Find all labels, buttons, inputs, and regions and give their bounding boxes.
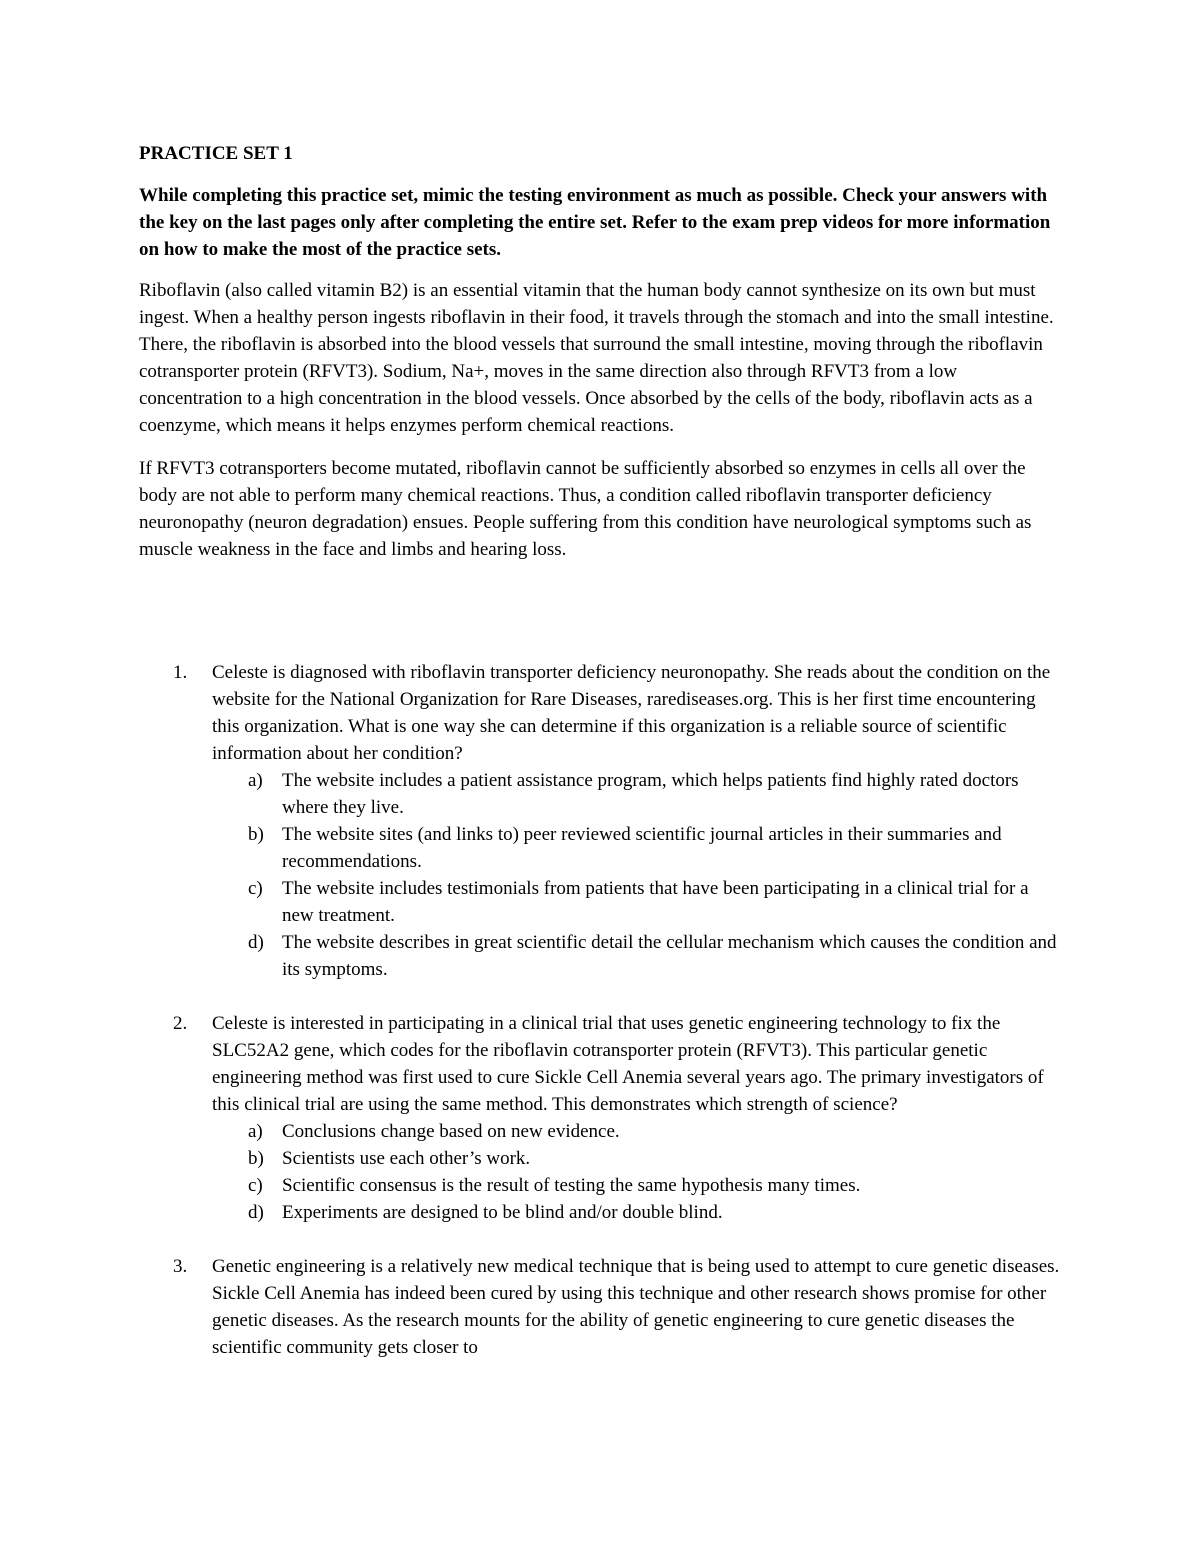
answer-option bbox=[212, 767, 1061, 821]
document-page bbox=[139, 140, 1061, 1388]
answer-option bbox=[212, 821, 1061, 875]
option-text: Conclusions change based on new evidence. bbox=[282, 1121, 620, 1142]
option-label: c) bbox=[248, 878, 263, 899]
option-text: Scientific consensus is the result of testing the same hypothesis many times. bbox=[282, 1175, 861, 1196]
answer-option bbox=[212, 1199, 1061, 1226]
answer-option bbox=[212, 1118, 1061, 1145]
option-text: The website sites (and links to) peer reviewed scientific journal articles in their summaries and recommendations. bbox=[282, 824, 1002, 872]
answer-options bbox=[212, 767, 1061, 983]
option-label: b) bbox=[248, 824, 264, 845]
option-label: d) bbox=[248, 1202, 264, 1223]
option-label: d) bbox=[248, 932, 264, 953]
question-number: 2. bbox=[173, 1013, 188, 1034]
question-list bbox=[139, 659, 1061, 1361]
answer-option bbox=[212, 1145, 1061, 1172]
page-title: PRACTICE SET 1 bbox=[139, 143, 293, 164]
question-text: Celeste is diagnosed with riboflavin transporter deficiency neuronopathy. She reads about the condition on the website for the National Organization for Rare Diseases, rarediseases.org. This is her first time encountering this organization. What is one way she can determine if this organization is a reliable source of scientific information about her condition? bbox=[212, 662, 1051, 764]
answer-option bbox=[212, 1172, 1061, 1199]
question-text: Celeste is interested in participating in a clinical trial that uses genetic engineering technology to fix the SLC52A2 gene, which codes for the riboflavin cotransporter protein (RFVT3). This particular genetic engineering method was first used to cure Sickle Cell Anemia several years ago. The primary investigators of this clinical trial are using the same method. This demonstrates which strength of science? bbox=[212, 1013, 1044, 1115]
option-text: The website includes testimonials from patients that have been participating in a clinical trial for a new treatment. bbox=[282, 878, 1029, 926]
question-number: 1. bbox=[173, 662, 188, 683]
question-1 bbox=[139, 659, 1061, 983]
question-3 bbox=[139, 1253, 1061, 1361]
option-text: The website describes in great scientific detail the cellular mechanism which causes the condition and its symptoms. bbox=[282, 932, 1057, 980]
answer-options bbox=[212, 1118, 1061, 1226]
instructions-paragraph: While completing this practice set, mimic the testing environment as much as possible. Check your answers with the key on the last pages only after completing the entire set. Refer to the exam prep videos for more information on how to make the most of the practice sets. bbox=[139, 185, 1051, 260]
option-label: b) bbox=[248, 1148, 264, 1169]
option-text: Experiments are designed to be blind and/or double blind. bbox=[282, 1202, 723, 1223]
option-label: a) bbox=[248, 1121, 263, 1142]
answer-option bbox=[212, 929, 1061, 983]
answer-option bbox=[212, 875, 1061, 929]
option-text: The website includes a patient assistance program, which helps patients find highly rated doctors where they live. bbox=[282, 770, 1019, 818]
question-2 bbox=[139, 1010, 1061, 1226]
option-label: a) bbox=[248, 770, 263, 791]
option-text: Scientists use each other’s work. bbox=[282, 1148, 531, 1169]
body-paragraph: If RFVT3 cotransporters become mutated, riboflavin cannot be sufficiently absorbed so enzymes in cells all over the body are not able to perform many chemical reactions. Thus, a condition called riboflavin transporter deficiency neuronopathy (neuron degradation) ensues. People suffering from this condition have neurological symptoms such as muscle weakness in the face and limbs and hearing loss. bbox=[139, 458, 1032, 560]
option-label: c) bbox=[248, 1175, 263, 1196]
question-text: Genetic engineering is a relatively new medical technique that is being used to attempt to cure genetic diseases. Sickle Cell Anemia has indeed been cured by using this technique and other research shows promise for other genetic diseases. As the research mounts for the ability of genetic engineering to cure genetic diseases the scientific community gets closer to bbox=[212, 1256, 1060, 1358]
question-number: 3. bbox=[173, 1256, 188, 1277]
body-paragraph: Riboflavin (also called vitamin B2) is an essential vitamin that the human body cannot synthesize on its own but must ingest. When a healthy person ingests riboflavin in their food, it travels through the stomach and into the small intestine. There, the riboflavin is absorbed into the blood vessels that surround the small intestine, moving through the riboflavin cotransporter protein (RFVT3). Sodium, Na+, moves in the same direction also through RFVT3 from a low concentration to a high concentration in the blood vessels. Once absorbed by the cells of the body, riboflavin acts as a coenzyme, which means it helps enzymes perform chemical reactions. bbox=[139, 280, 1054, 436]
